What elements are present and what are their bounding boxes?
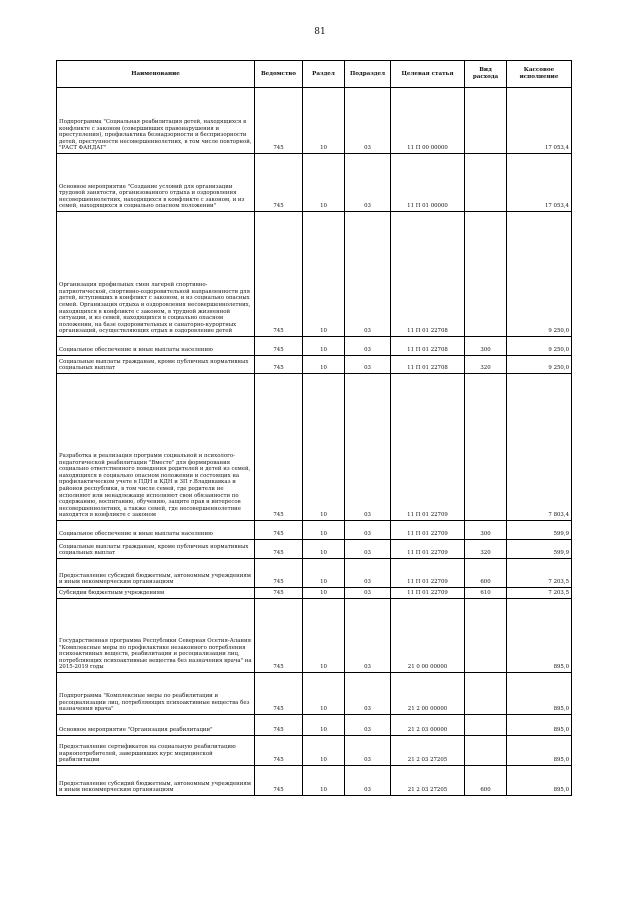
cell-podrazdel: 03 — [345, 540, 391, 559]
cell-ved: 745 — [255, 521, 303, 540]
cell-sum: 17 053,4 — [507, 154, 572, 212]
table-row — [57, 154, 572, 212]
cell-ved: 745 — [255, 559, 303, 588]
cell-podrazdel: 03 — [345, 88, 391, 154]
cell-ved: 745 — [255, 715, 303, 736]
cell-vr: 320 — [465, 356, 507, 374]
cell-cs: 11 П 01 22709 — [391, 521, 465, 540]
cell-sum: 7 803,4 — [507, 374, 572, 521]
cell-name: Социальное обеспечение и иные выплаты населению — [57, 521, 255, 540]
cell-ved: 745 — [255, 337, 303, 356]
cell-vr — [465, 154, 507, 212]
cell-razdel: 10 — [303, 766, 345, 796]
cell-podrazdel: 03 — [345, 715, 391, 736]
cell-podrazdel: 03 — [345, 766, 391, 796]
cell-sum: 599,9 — [507, 521, 572, 540]
cell-vr — [465, 599, 507, 673]
cell-razdel: 10 — [303, 715, 345, 736]
budget-table — [56, 60, 572, 796]
cell-cs: 11 П 00 00000 — [391, 88, 465, 154]
cell-name: Предоставление сертификатов на социальную реабилитацию наркопотребителей, завершивших курс медицинской реабилитации — [57, 736, 255, 766]
cell-razdel: 10 — [303, 736, 345, 766]
header-podrazdel: Подраздел — [345, 61, 391, 88]
cell-cs: 11 П 01 22709 — [391, 559, 465, 588]
cell-name: Социальное обеспечение и иные выплаты населению — [57, 337, 255, 356]
cell-razdel: 10 — [303, 540, 345, 559]
cell-vr — [465, 736, 507, 766]
cell-name: Социальные выплаты гражданам, кроме публичных нормативных социальных выплат — [57, 356, 255, 374]
cell-podrazdel: 03 — [345, 673, 391, 715]
table-row — [57, 559, 572, 588]
cell-cs: 11 П 01 22709 — [391, 588, 465, 599]
cell-sum: 9 250,0 — [507, 337, 572, 356]
table-row — [57, 337, 572, 356]
cell-razdel: 10 — [303, 374, 345, 521]
table-row — [57, 374, 572, 521]
cell-vr: 320 — [465, 540, 507, 559]
cell-ved: 745 — [255, 154, 303, 212]
cell-podrazdel: 03 — [345, 588, 391, 599]
cell-ved: 745 — [255, 599, 303, 673]
header-vr: Вид расхода — [465, 61, 507, 88]
cell-vr — [465, 88, 507, 154]
cell-razdel: 10 — [303, 154, 345, 212]
cell-ved: 745 — [255, 766, 303, 796]
cell-podrazdel: 03 — [345, 599, 391, 673]
cell-name: Основное мероприятие "Организация реабилитации" — [57, 715, 255, 736]
cell-sum: 9 250,0 — [507, 356, 572, 374]
cell-vr: 600 — [465, 766, 507, 796]
cell-cs: 11 П 01 22708 — [391, 356, 465, 374]
cell-vr: 610 — [465, 588, 507, 599]
cell-cs: 11 П 01 00000 — [391, 154, 465, 212]
table-row — [57, 766, 572, 796]
table-row — [57, 88, 572, 154]
cell-name: Предоставление субсидий бюджетным, автономным учреждениям и иным некоммерческим организациям — [57, 766, 255, 796]
cell-cs: 11 П 01 22708 — [391, 212, 465, 337]
cell-razdel: 10 — [303, 521, 345, 540]
cell-ved: 745 — [255, 374, 303, 521]
cell-ved: 745 — [255, 736, 303, 766]
cell-name: Субсидии бюджетным учреждениям — [57, 588, 255, 599]
cell-ved: 745 — [255, 212, 303, 337]
cell-podrazdel: 03 — [345, 212, 391, 337]
cell-vr — [465, 374, 507, 521]
cell-ved: 745 — [255, 356, 303, 374]
cell-cs: 21 2 03 27205 — [391, 736, 465, 766]
cell-razdel: 10 — [303, 588, 345, 599]
cell-podrazdel: 03 — [345, 521, 391, 540]
cell-name: Подпрограмма "Социальная реабилитация детей, находящихся в конфликте с законом (совершивших правонарушения и преступления), профилактика безнадзорности и беспризорности детей, преступности несовершеннолетних, в том числе повторной, "РАСТ ФАНДАГ" — [57, 88, 255, 154]
header-sum: Кассовое исполнение — [507, 61, 572, 88]
cell-name: Организация профильных смен лагерей спортивно-патриотической, спортивно-оздоровительной направленности для детей, вступивших в конфликт с законом, и из социально опасных семей. Организация отдыха и оздоровления несовершеннолетних, находящихся в конфликте с законом, в трудной жизненной ситуации, и из семей, находящихся в социально опасном положении, на базе оздоровительных и санаторно-курортных организаций, осуществляющих отдых и оздоровление детей — [57, 212, 255, 337]
cell-razdel: 10 — [303, 599, 345, 673]
cell-name: Государственная программа Республики Северная Осетия-Алания "Комплексные меры по профилактике незаконного потребления психоактивных веществ, реабилитации и ресоциализации лиц, потребляющих психоактивные вещества без назначения врача" на 2015-2019 годы — [57, 599, 255, 673]
header-name: Наименование — [57, 61, 255, 88]
cell-name: Разработка и реализация программ социальной и психолого-педагогической реабилитации "Вместе" для формирования социально ответственного поведения родителей и детей из семей, находящихся в социально опасном положении и состоящих на профилактическом учете в ПДН и КДН и ЗП г.Владикавказ и районов республики, в том числе семей, где родители не исполняют или ненадлежаще исполняют свои обязанности по содержанию, воспитанию, обучению, защите прав и интересов несовершеннолетних, а также семей, где несовершеннолетние находятся в конфликте с законом — [57, 374, 255, 521]
cell-name: Основное мероприятие "Создание условий для организации трудовой занятости, организованного отдыха и оздоровления несовершеннолетних, находящихся в конфликте с законом, и из семей, находящихся в социально опасном положении" — [57, 154, 255, 212]
cell-vr: 300 — [465, 337, 507, 356]
table-row — [57, 736, 572, 766]
cell-cs: 21 2 03 00000 — [391, 715, 465, 736]
cell-vr: 600 — [465, 559, 507, 588]
cell-sum: 895,0 — [507, 715, 572, 736]
cell-razdel: 10 — [303, 212, 345, 337]
cell-name: Подпрограмма "Комплексные меры по реабилитации и ресоциализации лиц, потребляющих психоактивные вещества без назначения врача" — [57, 673, 255, 715]
cell-cs: 21 0 00 00000 — [391, 599, 465, 673]
cell-podrazdel: 03 — [345, 154, 391, 212]
cell-ved: 745 — [255, 673, 303, 715]
cell-sum: 17 053,4 — [507, 88, 572, 154]
cell-sum: 7 203,5 — [507, 559, 572, 588]
cell-cs: 21 2 00 00000 — [391, 673, 465, 715]
cell-podrazdel: 03 — [345, 559, 391, 588]
cell-cs: 21 2 03 27205 — [391, 766, 465, 796]
header-razdel: Раздел — [303, 61, 345, 88]
cell-vr — [465, 673, 507, 715]
cell-sum: 895,0 — [507, 673, 572, 715]
cell-razdel: 10 — [303, 559, 345, 588]
cell-sum: 895,0 — [507, 736, 572, 766]
cell-podrazdel: 03 — [345, 356, 391, 374]
cell-ved: 745 — [255, 588, 303, 599]
table-row — [57, 212, 572, 337]
header-ved: Ведомство — [255, 61, 303, 88]
cell-vr — [465, 212, 507, 337]
cell-sum: 7 203,5 — [507, 588, 572, 599]
page-number: 81 — [314, 27, 326, 37]
table-body — [57, 88, 572, 796]
cell-sum: 9 250,0 — [507, 212, 572, 337]
cell-sum: 895,0 — [507, 599, 572, 673]
table-row — [57, 356, 572, 374]
table-row — [57, 715, 572, 736]
cell-ved: 745 — [255, 88, 303, 154]
cell-name: Предоставление субсидий бюджетным, автономным учреждениям и иным некоммерческим организациям — [57, 559, 255, 588]
table-row — [57, 521, 572, 540]
cell-sum: 895,0 — [507, 766, 572, 796]
cell-podrazdel: 03 — [345, 736, 391, 766]
cell-cs: 11 П 01 22708 — [391, 337, 465, 356]
cell-podrazdel: 03 — [345, 337, 391, 356]
table-row — [57, 599, 572, 673]
cell-cs: 11 П 01 22709 — [391, 374, 465, 521]
cell-vr — [465, 715, 507, 736]
cell-name: Социальные выплаты гражданам, кроме публичных нормативных социальных выплат — [57, 540, 255, 559]
cell-ved: 745 — [255, 540, 303, 559]
table-header — [57, 61, 572, 88]
table-row — [57, 588, 572, 599]
cell-cs: 11 П 01 22709 — [391, 540, 465, 559]
cell-vr: 300 — [465, 521, 507, 540]
cell-razdel: 10 — [303, 337, 345, 356]
cell-razdel: 10 — [303, 356, 345, 374]
header-cs: Целевая статья — [391, 61, 465, 88]
cell-sum: 599,9 — [507, 540, 572, 559]
cell-razdel: 10 — [303, 673, 345, 715]
table-row — [57, 673, 572, 715]
cell-podrazdel: 03 — [345, 374, 391, 521]
cell-razdel: 10 — [303, 88, 345, 154]
table-row — [57, 540, 572, 559]
